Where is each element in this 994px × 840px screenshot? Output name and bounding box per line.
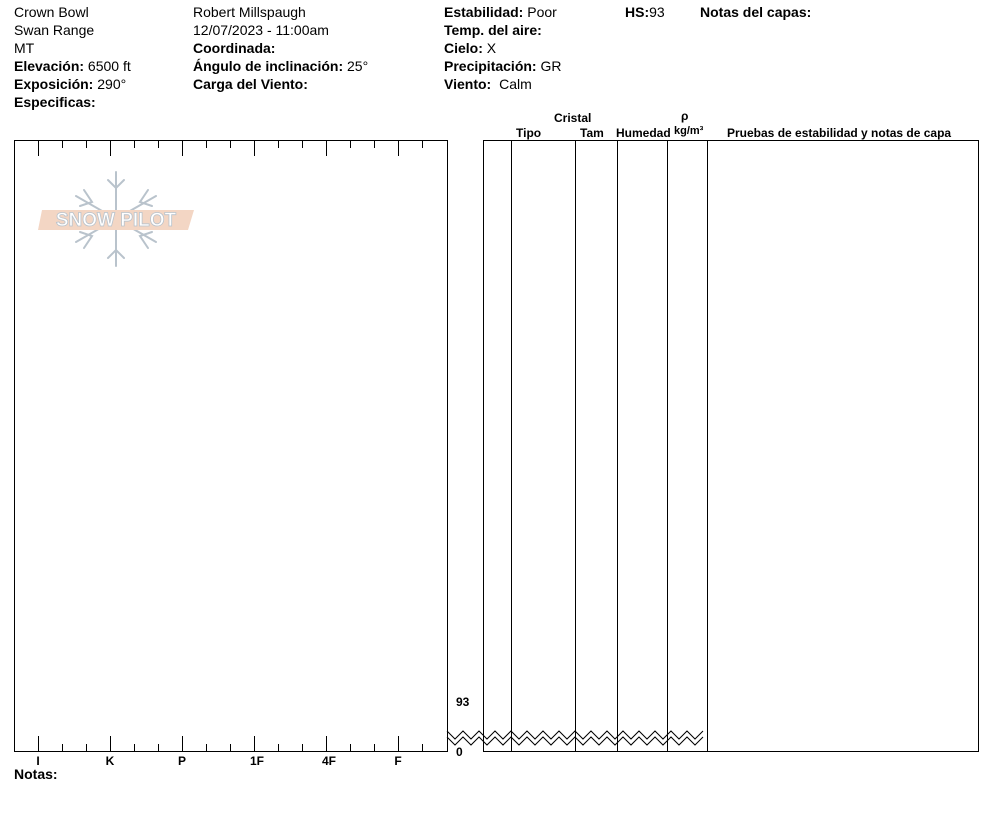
layer-notes-label: Notas del capas: [700, 4, 812, 20]
bottom-ticks [39, 736, 423, 751]
depth-bottom-label: 0 [456, 745, 463, 759]
precip-value: GR [540, 58, 562, 74]
precip-label: Precipitación: [444, 58, 537, 74]
observation-datetime: 12/07/2023 - 11:00am [193, 22, 329, 38]
sky-label: Cielo: [444, 40, 483, 56]
air-temp-label: Temp. del aire: [444, 22, 542, 38]
layer-table-columns [512, 140, 708, 751]
aspect-value: 290° [97, 76, 127, 92]
wind-loading-label: Carga del Viento: [193, 76, 308, 92]
sky-value: X [486, 40, 497, 56]
hardness-tick-F: F [394, 754, 402, 768]
crystal-header: Cristal [554, 111, 592, 125]
hs-value: 93 [649, 4, 665, 20]
stability-value: Poor [527, 4, 557, 20]
slope-label: Ángulo de inclinación: [193, 58, 344, 74]
coordinate-label: Coordinada: [193, 40, 276, 56]
wind-value: Calm [499, 76, 532, 92]
type-header: Tipo [516, 126, 542, 140]
wind-label: Viento: [444, 76, 492, 92]
slope-value: 25° [347, 58, 369, 74]
hs-label: HS: [625, 4, 650, 20]
elevation-label: Elevación: [14, 58, 85, 74]
hardness-tick-P: P [177, 754, 187, 768]
notes-label: Notas: [14, 766, 58, 782]
range-name: Swan Range [14, 22, 95, 38]
elevation-value: 6500 ft [87, 58, 131, 74]
moisture-header: Humedad [616, 126, 671, 140]
hardness-tick-K: K [105, 754, 115, 768]
hardness-tick-1F: 1F [249, 754, 265, 768]
snowpilot-logo [36, 168, 196, 270]
density-unit: kg/m³ [674, 125, 704, 137]
size-header: Tam [580, 126, 604, 140]
stability-label: Estabilidad: [444, 4, 524, 20]
location-name: Crown Bowl [14, 4, 89, 20]
logo-text: SNOW PILOT [55, 210, 177, 231]
state-name: MT [14, 40, 35, 56]
hardness-tick-I: I [36, 754, 40, 768]
depth-top-label: 93 [456, 695, 470, 709]
top-ticks [39, 140, 423, 156]
observer-name: Robert Millspaugh [193, 4, 306, 20]
layer-table-frame [484, 141, 979, 752]
hardness-tick-4F: 4F [321, 754, 337, 768]
aspect-label: Exposición: [14, 76, 94, 92]
specifics-label: Especificas: [14, 94, 96, 110]
tests-header: Pruebas de estabilidad y notas de capa [727, 126, 952, 140]
density-symbol: ρ [681, 109, 689, 123]
